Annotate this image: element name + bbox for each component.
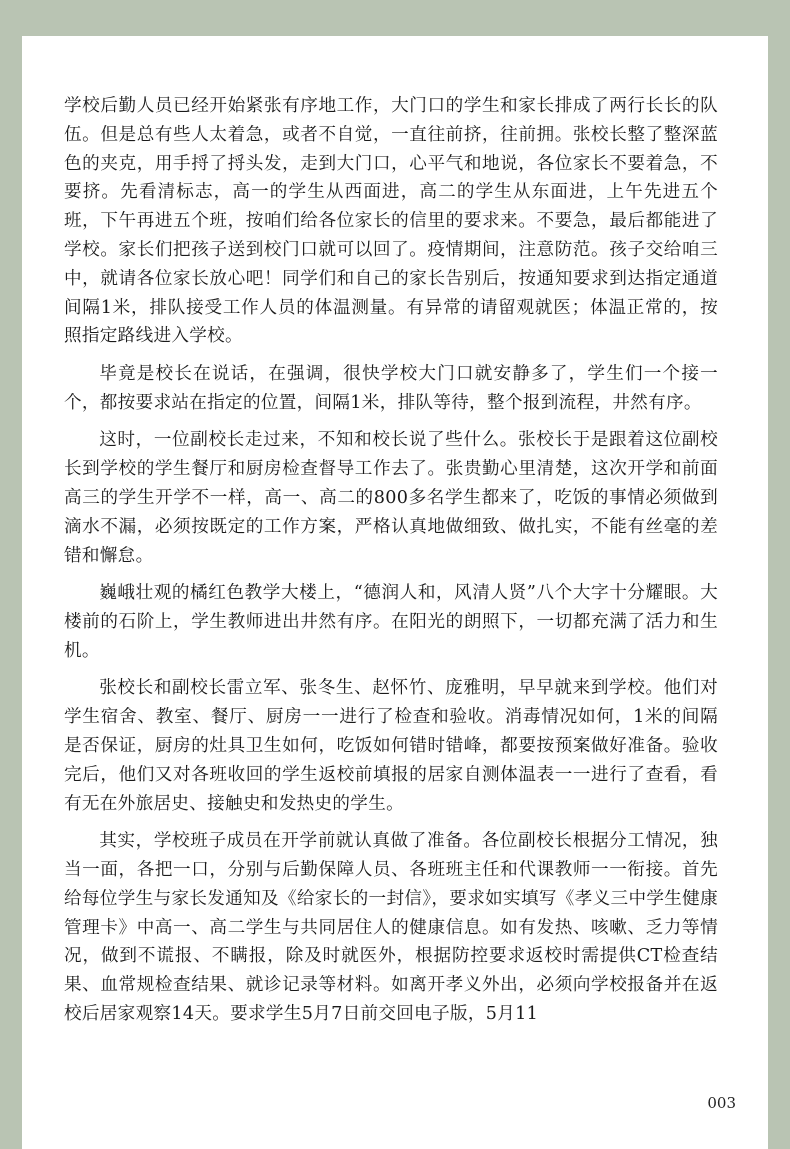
paragraph-5: 张校长和副校长雷立军、张冬生、赵怀竹、庞雅明，早早就来到学校。他们对学生宿舍、教室、餐厅、厨房一一进行了检查和验收。消毒情况如何，1米的间隔是否保证，厨房的灶具卫生如何，吃饭如何错时错峰，都要按预案做好准备。验收完后，他们又对各班收回的学生返校前填报的居家自测体温表一一进行了查看，看有无在外旅居史、接触史和发热史的学生。 — [64, 678, 718, 814]
page-number: 003 — [707, 1094, 736, 1112]
paragraph-4: 巍峨壮观的橘红色教学大楼上，“德润人和，风清人贤”八个大字十分耀眼。大楼前的石阶上，学生教师进出井然有序。在阳光的朗照下，一切都充满了活力和生机。 — [64, 583, 718, 661]
book-page — [22, 36, 768, 1149]
paragraph-1: 学校后勤人员已经开始紧张有序地工作，大门口的学生和家长排成了两行长长的队伍。但是总有些人太着急，或者不自觉，一直往前挤，往前拥。张校长整了整深蓝色的夹克，用手捋了捋头发，走到大门口，心平气和地说，各位家长不要着急，不要挤。先看清标志，高一的学生从西面进，高二的学生从东面进，上午先进五个班，下午再进五个班，按咱们给各位家长的信里的要求来。不要急，最后都能进了学校。家长们把孩子送到校门口就可以回了。疫情期间，注意防范。孩子交给咱三中，就请各位家长放心吧！同学们和自己的家长告别后，按通知要求到达指定通道间隔1米，排队接受工作人员的体温测量。有异常的请留观就医；体温正常的，按照指定路线进入学校。 — [64, 96, 718, 347]
paragraph-2: 毕竟是校长在说话，在强调，很快学校大门口就安静多了，学生们一个接一个，都按要求站在指定的位置，间隔1米，排队等待，整个报到流程，井然有序。 — [64, 363, 718, 413]
paragraph-3: 这时，一位副校长走过来，不知和校长说了些什么。张校长于是跟着这位副校长到学校的学生餐厅和厨房检查督导工作去了。张贵勤心里清楚，这次开学和前面高三的学生开学不一样，高一、高二的800多名学生都来了，吃饭的事情必须做到滴水不漏，必须按既定的工作方案，严格认真地做细致、做扎实，不能有丝毫的差错和懈怠。 — [64, 430, 718, 566]
body-text — [64, 92, 718, 1037]
paragraph-6: 其实，学校班子成员在开学前就认真做了准备。各位副校长根据分工情况，独当一面，各把一口，分别与后勤保障人员、各班班主任和代课教师一一衔接。首先给每位学生与家长发通知及《给家长的一封信》，要求如实填写《孝义三中学生健康管理卡》中高一、高二学生与共同居住人的健康信息。如有发热、咳嗽、乏力等情况，做到不谎报、不瞒报，除及时就医外，根据防控要求返校时需提供CT检查结果、血常规检查结果、就诊记录等材料。如离开孝义外出，必须向学校报备并在返校后居家观察14天。要求学生5月7日前交回电子版，5月11 — [64, 831, 718, 1024]
